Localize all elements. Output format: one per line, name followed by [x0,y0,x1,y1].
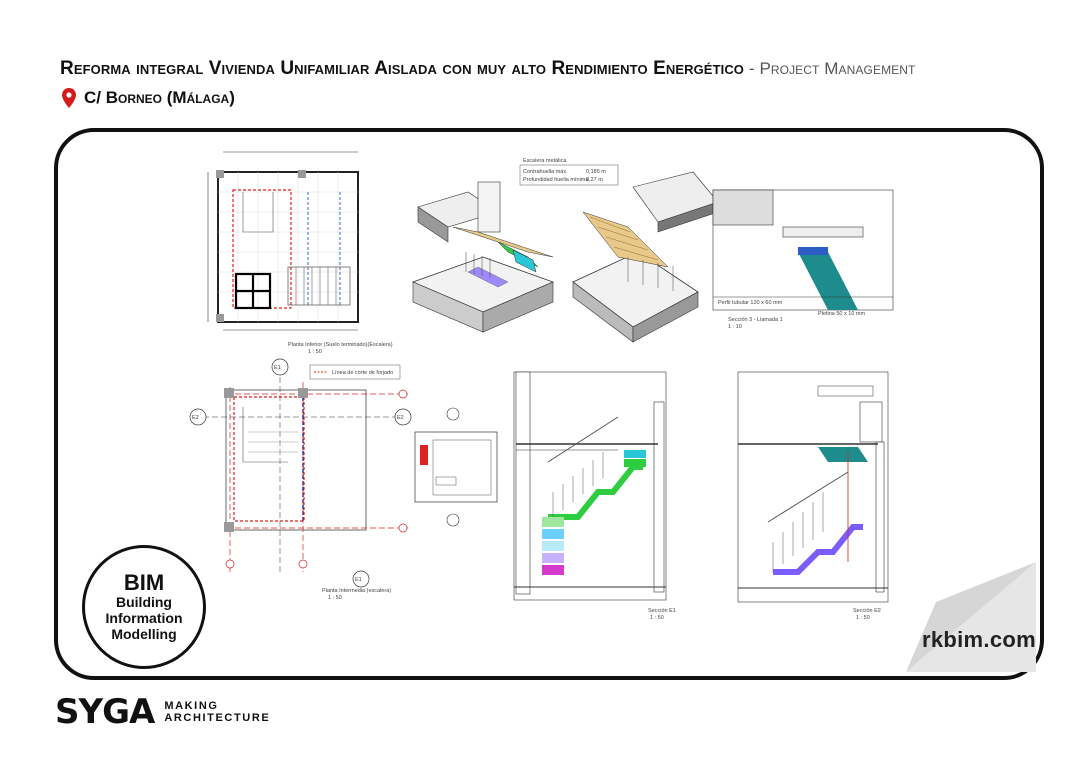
logo-tag-2: ARCHITECTURE [164,712,271,724]
title-suffix: - Project Management [744,59,916,78]
tag-e1-bottom: E1 [355,577,362,583]
title-main: Reforma integral Vivienda Unifamiliar Aislada con muy alto Rendimiento Energético [60,58,745,79]
page-curl-decoration [906,562,1036,672]
bim-badge-title: BIM [123,570,165,595]
logo-mark: SYGA [55,692,155,732]
website-link[interactable]: rkbim.com [922,627,1036,652]
tag-e1-top: E1 [274,365,281,371]
syga-logo [55,692,270,732]
plan-lower [208,152,393,355]
plan-lower-scale: 1 : 50 [308,349,322,355]
key-plan [415,408,497,526]
callout-line2: Profundidad huella mínima [523,177,589,183]
location-pin-icon [62,88,76,108]
location-text: C/ Borneo (Málaga) [84,88,235,107]
bim-badge-line3: Modelling [111,626,177,642]
section-3-scale: 1 : 10 [728,324,742,330]
plan-lower-caption: Planta Inferior (Suelo terminado)(Escalera) [288,342,393,348]
axonometric-view-2 [573,172,718,342]
callout-title: Escalera metálica [523,158,567,164]
section-e1 [514,372,676,621]
tag-e2-left: E2 [192,415,199,421]
drawing-sheet [58,132,1040,676]
plan-mid-scale: 1 : 50 [328,595,342,601]
location [62,88,235,108]
bim-badge [82,545,206,669]
plan-mid-caption: Planta Intermedia (escalera) [322,588,392,594]
section-e2 [738,372,888,621]
callout-val2: 0,27 m [586,177,603,183]
detail-label-1: Perfil tubular 120 x 60 mm [718,300,783,306]
plan-intermediate [190,359,411,601]
tag-e2-right: E2 [397,415,404,421]
detail-section-3 [713,190,893,330]
stair-callout [520,158,618,185]
section-e1-caption: Sección E1 [648,608,676,614]
axonometric-view-1 [413,182,553,332]
section-e2-caption: Sección E2 [853,608,881,614]
detail-label-2: Pletina 50 x 10 mm [818,311,866,317]
page-title [60,58,1060,80]
callout-line1: Contrahuella máx. [523,169,568,175]
legend-cut-line: Línea de corte de forjado [332,370,394,376]
section-e1-scale: 1 : 50 [650,615,664,621]
bim-badge-line1: Building [116,594,172,610]
callout-val1: 0,185 m [586,169,606,175]
section-3-caption: Sección 3 - Llamada 1 [728,317,783,323]
logo-tag-1: MAKING [164,700,219,712]
section-e2-scale: 1 : 50 [856,615,870,621]
bim-badge-line2: Information [105,610,183,626]
